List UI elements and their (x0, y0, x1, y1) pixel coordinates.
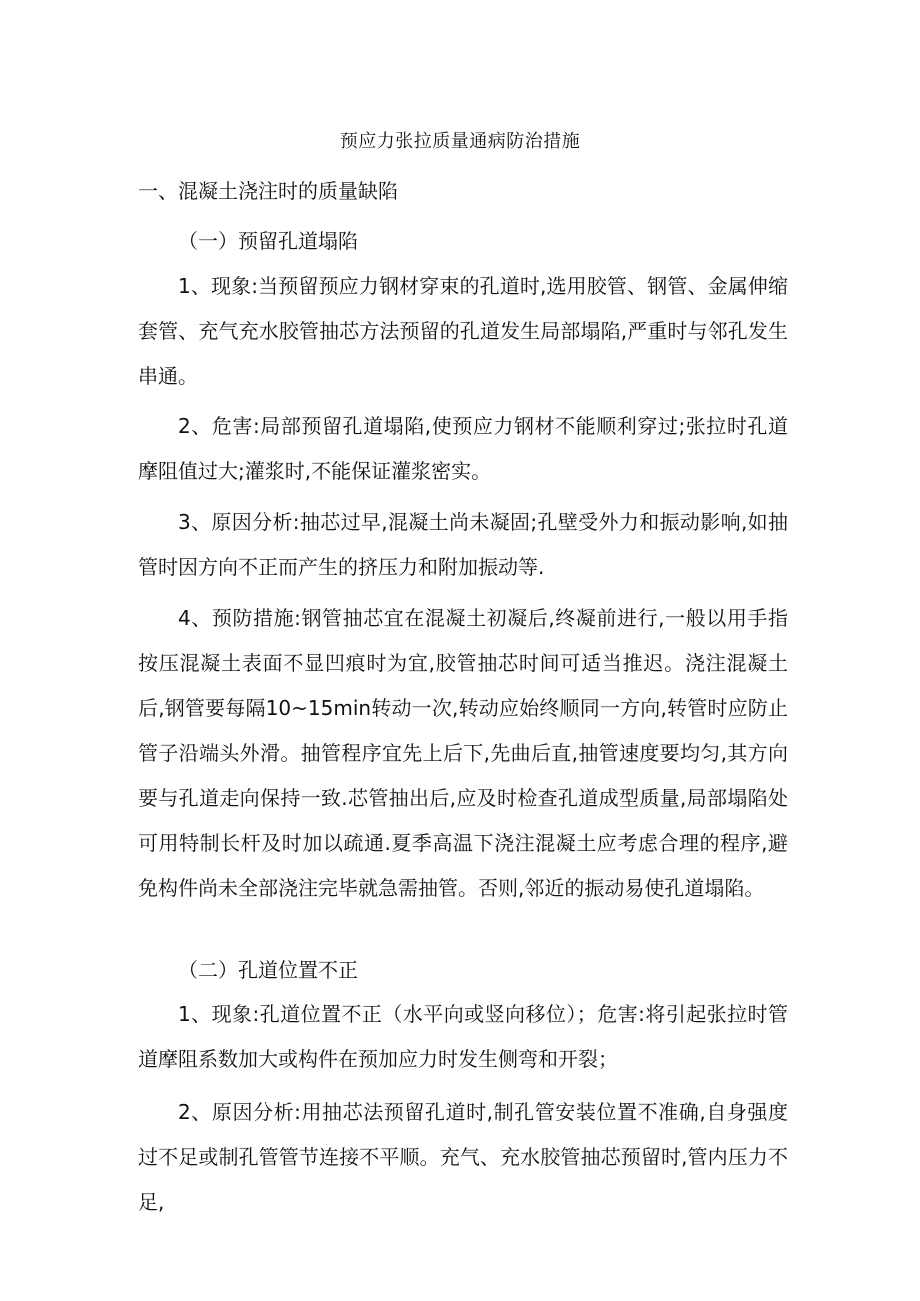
subsection-heading-2: （二）孔道位置不正 (178, 958, 358, 982)
section-heading-1: 一、混凝土浇注时的质量缺陷 (138, 179, 398, 203)
document-title: 预应力张拉质量通病防治措施 (339, 131, 581, 152)
paragraph-phenomenon-2: 1、现象:孔道位置不正（水平向或竖向移位）；危害:将引起张拉时管道摩阻系数加大或构件在预加应力时发生侧弯和开裂； (138, 1002, 788, 1071)
paragraph-cause-analysis-2: 2、原因分析:用抽芯法预留孔道时,制孔管安装位置不准确,自身强度过不足或制孔管管节连接不平顺。充气、充水胶管抽芯预留时,管内压力不足, (138, 1100, 788, 1214)
paragraph-harm: 2、危害:局部预留孔道塌陷,使预应力钢材不能顺利穿过;张拉时孔道摩阻值过大;灌浆时,不能保证灌浆密实。 (138, 414, 788, 483)
paragraph-cause-analysis: 3、原因分析:抽芯过早,混凝土尚未凝固;孔壁受外力和振动影响,如抽管时因方向不正而产生的挤压力和附加振动等. (138, 510, 788, 579)
paragraph-prevention: 4、预防措施:钢管抽芯宜在混凝土初凝后,终凝前进行,一般以用手指按压混凝土表面不显凹痕时为宜,胶管抽芯时间可适当推迟。浇注混凝土后,钢管要每隔10~15min转动一次,转动应始终顺同一方向,转管时应防止管子沿端头外滑。抽管程序宜先上后下,先曲后直,抽管速度要均匀,其方向要与孔道走向保持一致.芯管抽出后,应及时检查孔道成型质量,局部塌陷处可用特制长杆及时加以疏通.夏季高温下浇注混凝土应考虑合理的程序,避免构件尚未全部浇注完毕就急需抽管。否则,邻近的振动易使孔道塌陷。 (138, 606, 788, 900)
paragraph-phenomenon: 1、现象:当预留预应力钢材穿束的孔道时,选用胶管、钢管、金属伸缩套管、充气充水胶管抽芯方法预留的孔道发生局部塌陷,严重时与邻孔发生串通。 (138, 274, 788, 388)
subsection-heading-1: （一）预留孔道塌陷 (178, 229, 358, 253)
